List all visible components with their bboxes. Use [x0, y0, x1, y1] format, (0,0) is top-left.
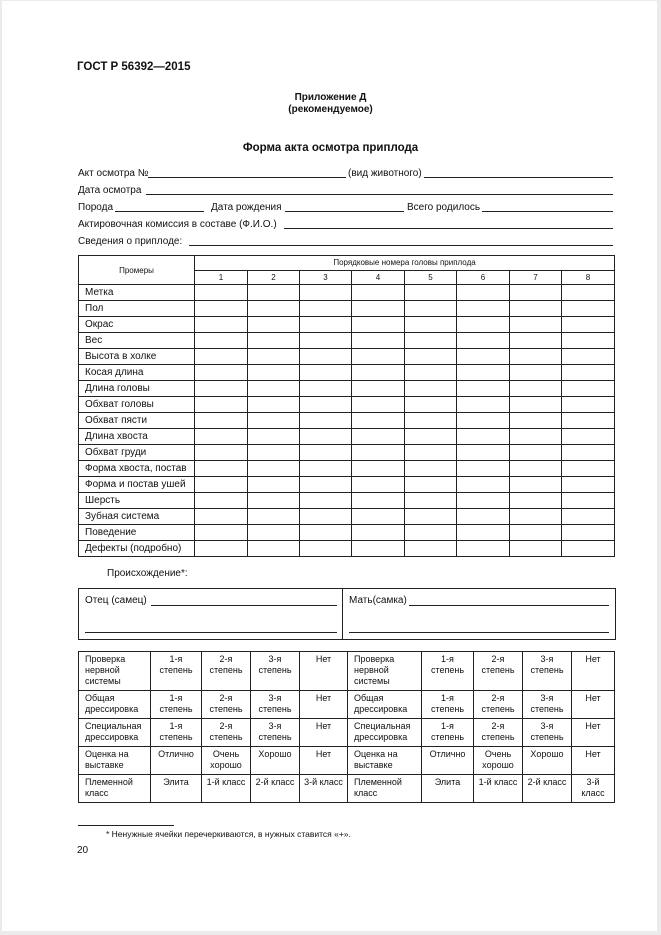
measurement-cell[interactable]	[248, 509, 300, 525]
measurement-cell[interactable]	[352, 541, 405, 557]
measurement-cell[interactable]	[457, 285, 510, 301]
assessment-row	[79, 747, 615, 775]
head-numbers-header: Порядковые номера головы приплода	[195, 256, 615, 271]
measurement-cell[interactable]	[300, 541, 352, 557]
measurement-cell[interactable]	[510, 445, 562, 461]
measurement-cell[interactable]	[457, 365, 510, 381]
head-number-4: 4	[352, 270, 405, 285]
measurement-cell[interactable]	[352, 461, 405, 477]
measurement-cell[interactable]	[248, 285, 300, 301]
measurement-cell[interactable]	[248, 525, 300, 541]
assessment-label-right: Оценка на выставке	[348, 747, 422, 775]
measurement-cell[interactable]	[195, 541, 248, 557]
measurement-cell[interactable]	[510, 429, 562, 445]
measurement-cell[interactable]	[562, 445, 615, 461]
assessment-label-right: Племенной класс	[348, 775, 422, 803]
measurement-cell[interactable]	[248, 349, 300, 365]
measurement-cell[interactable]	[248, 397, 300, 413]
origin-label: Происхождение*:	[107, 568, 188, 579]
measurement-cell[interactable]	[352, 285, 405, 301]
measurement-cell[interactable]	[405, 525, 457, 541]
measurement-row	[79, 349, 615, 365]
measurement-cell[interactable]	[457, 397, 510, 413]
inspection-date-field[interactable]	[146, 194, 613, 195]
measurement-cell[interactable]	[300, 333, 352, 349]
measurement-row	[79, 317, 615, 333]
appendix-title: Приложение Д	[294, 92, 367, 103]
measurement-label: Поведение	[79, 525, 195, 541]
measurement-cell[interactable]	[352, 413, 405, 429]
assessment-option-left[interactable]: 1-я степень	[151, 691, 202, 719]
measurement-cell[interactable]	[405, 493, 457, 509]
assessment-option-right[interactable]: Нет	[572, 747, 615, 775]
measurement-cell[interactable]	[300, 317, 352, 333]
assessment-option-right[interactable]: 2-й класс	[523, 775, 572, 803]
measurement-cell[interactable]	[405, 317, 457, 333]
assessment-label-right: Проверка нервной системы	[348, 652, 422, 691]
measurement-cell[interactable]	[300, 461, 352, 477]
measurement-cell[interactable]	[195, 397, 248, 413]
measurement-cell[interactable]	[405, 285, 457, 301]
measurement-cell[interactable]	[195, 461, 248, 477]
assessment-table	[78, 651, 615, 803]
measurement-cell[interactable]	[562, 285, 615, 301]
measurement-cell[interactable]	[300, 365, 352, 381]
measurement-cell[interactable]	[457, 301, 510, 317]
assessment-option-left[interactable]: 3-я степень	[251, 719, 300, 747]
measurement-cell[interactable]	[195, 525, 248, 541]
birth-date-label: Дата рождения	[211, 202, 282, 213]
measurement-cell[interactable]	[457, 477, 510, 493]
measurement-label: Зубная система	[79, 509, 195, 525]
measurement-cell[interactable]	[510, 365, 562, 381]
assessment-option-left[interactable]: 1-я степень	[151, 652, 202, 691]
measurement-cell[interactable]	[562, 541, 615, 557]
measurement-cell[interactable]	[300, 413, 352, 429]
assessment-option-right[interactable]: Элита	[422, 775, 474, 803]
measurement-cell[interactable]	[195, 301, 248, 317]
assessment-option-right[interactable]: Очень хорошо	[474, 747, 523, 775]
measurement-label: Форма и постав ушей	[79, 477, 195, 493]
measurement-cell[interactable]	[405, 541, 457, 557]
assessment-label-left: Проверка нервной системы	[79, 652, 151, 691]
measurement-cell[interactable]	[562, 349, 615, 365]
assessment-option-right[interactable]: 3-я степень	[523, 691, 572, 719]
assessment-option-right[interactable]: 1-я степень	[422, 652, 474, 691]
head-number-5: 5	[405, 270, 457, 285]
measurement-cell[interactable]	[562, 397, 615, 413]
measurement-cell[interactable]	[457, 317, 510, 333]
assessment-option-left[interactable]: Элита	[151, 775, 202, 803]
measurement-cell[interactable]	[248, 381, 300, 397]
assessment-option-left[interactable]: Нет	[300, 747, 348, 775]
assessment-option-left[interactable]: 1-я степень	[151, 719, 202, 747]
measurement-cell[interactable]	[248, 317, 300, 333]
assessment-row	[79, 775, 615, 803]
assessment-option-right[interactable]: 3-я степень	[523, 652, 572, 691]
parents-box	[78, 588, 616, 640]
measurement-row	[79, 397, 615, 413]
measurement-cell[interactable]	[352, 301, 405, 317]
assessment-option-right[interactable]: Нет	[572, 719, 615, 747]
measurements-column-header: Промеры	[79, 256, 195, 285]
measurement-cell[interactable]	[562, 301, 615, 317]
measurement-cell[interactable]	[300, 509, 352, 525]
measurement-cell[interactable]	[248, 301, 300, 317]
measurement-cell[interactable]	[405, 445, 457, 461]
assessment-option-left[interactable]: 1-й класс	[202, 775, 251, 803]
measurement-cell[interactable]	[352, 509, 405, 525]
measurement-cell[interactable]	[248, 333, 300, 349]
measurement-cell[interactable]	[248, 541, 300, 557]
measurement-cell[interactable]	[195, 365, 248, 381]
measurement-cell[interactable]	[457, 509, 510, 525]
assessment-option-left[interactable]: 2-я степень	[202, 719, 251, 747]
measurement-cell[interactable]	[248, 413, 300, 429]
measurement-cell[interactable]	[195, 381, 248, 397]
act-number-field[interactable]	[148, 177, 346, 178]
measurement-cell[interactable]	[457, 461, 510, 477]
measurement-label: Окрас	[79, 317, 195, 333]
measurement-cell[interactable]	[562, 381, 615, 397]
measurement-label: Высота в холке	[79, 349, 195, 365]
measurement-cell[interactable]	[248, 493, 300, 509]
measurement-cell[interactable]	[510, 541, 562, 557]
measurement-cell[interactable]	[405, 333, 457, 349]
measurement-cell[interactable]	[457, 541, 510, 557]
measurement-cell[interactable]	[195, 509, 248, 525]
measurement-label: Метка	[79, 285, 195, 301]
assessment-option-right[interactable]: Нет	[572, 691, 615, 719]
head-number-7: 7	[510, 270, 562, 285]
measurement-label: Обхват головы	[79, 397, 195, 413]
measurement-cell[interactable]	[510, 461, 562, 477]
measurement-cell[interactable]	[248, 365, 300, 381]
assessment-option-right[interactable]: 3-я степень	[523, 719, 572, 747]
measurement-cell[interactable]	[352, 365, 405, 381]
measurement-label: Косая длина	[79, 365, 195, 381]
measurement-label: Обхват груди	[79, 445, 195, 461]
measurement-cell[interactable]	[352, 333, 405, 349]
offspring-info-label: Сведения о приплоде:	[78, 236, 183, 247]
measurement-cell[interactable]	[352, 493, 405, 509]
measurement-cell[interactable]	[195, 317, 248, 333]
father-field-line-2[interactable]	[85, 632, 337, 633]
measurement-cell[interactable]	[352, 445, 405, 461]
assessment-row	[79, 719, 615, 747]
measurement-cell[interactable]	[195, 349, 248, 365]
measurement-row	[79, 493, 615, 509]
measurement-cell[interactable]	[457, 349, 510, 365]
assessment-row	[79, 652, 615, 691]
measurement-cell[interactable]	[562, 429, 615, 445]
head-number-2: 2	[248, 270, 300, 285]
assessment-option-left[interactable]: 3-й класс	[300, 775, 348, 803]
assessment-label-right: Специальная дрессировка	[348, 719, 422, 747]
assessment-option-right[interactable]: Нет	[572, 652, 615, 691]
measurement-label: Пол	[79, 301, 195, 317]
measurement-cell[interactable]	[457, 413, 510, 429]
measurement-label: Обхват пясти	[79, 413, 195, 429]
assessment-option-right[interactable]: Отлично	[422, 747, 474, 775]
act-number-label: Акт осмотра №	[78, 168, 149, 179]
measurement-cell[interactable]	[405, 413, 457, 429]
measurement-cell[interactable]	[457, 445, 510, 461]
measurement-label: Форма хвоста, постав	[79, 461, 195, 477]
measurement-cell[interactable]	[300, 349, 352, 365]
birth-date-field[interactable]	[285, 211, 404, 212]
measurement-cell[interactable]	[195, 413, 248, 429]
measurement-cell[interactable]	[562, 365, 615, 381]
mother-field-line-2[interactable]	[349, 632, 609, 633]
measurement-row	[79, 381, 615, 397]
measurement-cell[interactable]	[562, 413, 615, 429]
measurement-cell[interactable]	[248, 477, 300, 493]
measurement-cell[interactable]	[405, 397, 457, 413]
measurement-cell[interactable]	[248, 461, 300, 477]
head-number-3: 3	[300, 270, 352, 285]
assessment-option-right[interactable]: 1-я степень	[422, 719, 474, 747]
measurement-cell[interactable]	[510, 477, 562, 493]
measurement-cell[interactable]	[195, 445, 248, 461]
measurement-cell[interactable]	[562, 477, 615, 493]
mother-label: Мать(самка)	[349, 595, 407, 606]
measurement-cell[interactable]	[562, 509, 615, 525]
measurement-row	[79, 461, 615, 477]
measurement-cell[interactable]	[300, 477, 352, 493]
assessment-option-right[interactable]: 1-я степень	[422, 691, 474, 719]
assessment-option-left[interactable]: Нет	[300, 719, 348, 747]
measurement-label: Дефекты (подробно)	[79, 541, 195, 557]
assessment-option-left[interactable]: Хорошо	[251, 747, 300, 775]
measurement-cell[interactable]	[300, 429, 352, 445]
measurement-cell[interactable]	[195, 429, 248, 445]
measurement-row	[79, 541, 615, 557]
mother-field-line-1[interactable]	[409, 605, 609, 606]
born-total-field[interactable]	[482, 211, 613, 212]
measurement-cell[interactable]	[562, 461, 615, 477]
measurement-cell[interactable]	[510, 493, 562, 509]
measurement-cell[interactable]	[457, 333, 510, 349]
measurement-cell[interactable]	[405, 365, 457, 381]
assessment-option-left[interactable]: 3-я степень	[251, 691, 300, 719]
measurement-row	[79, 301, 615, 317]
measurement-cell[interactable]	[510, 317, 562, 333]
assessment-label-left: Общая дрессировка	[79, 691, 151, 719]
measurement-row	[79, 509, 615, 525]
measurement-cell[interactable]	[405, 477, 457, 493]
measurement-label: Вес	[79, 333, 195, 349]
parents-divider	[342, 589, 343, 639]
measurement-cell[interactable]	[352, 381, 405, 397]
measurement-cell[interactable]	[248, 445, 300, 461]
measurement-cell[interactable]	[248, 429, 300, 445]
page-number: 20	[77, 845, 89, 856]
measurement-cell[interactable]	[457, 429, 510, 445]
commission-label: Актировочная комиссия в составе (Ф.И.О.)	[78, 219, 277, 230]
measurement-cell[interactable]	[405, 349, 457, 365]
measurement-cell[interactable]	[300, 397, 352, 413]
assessment-label-left: Специальная дрессировка	[79, 719, 151, 747]
measurement-row	[79, 429, 615, 445]
assessment-row	[79, 691, 615, 719]
measurement-cell[interactable]	[195, 285, 248, 301]
measurement-cell[interactable]	[300, 301, 352, 317]
measurement-cell[interactable]	[457, 525, 510, 541]
measurement-cell[interactable]	[195, 493, 248, 509]
father-field-line-1[interactable]	[151, 605, 337, 606]
measurement-cell[interactable]	[510, 381, 562, 397]
footnote-separator	[78, 825, 174, 826]
measurement-cell[interactable]	[300, 493, 352, 509]
footnote: * Ненужные ячейки перечеркиваются, в нужных ставится «+».	[106, 829, 351, 839]
measurement-cell[interactable]	[510, 285, 562, 301]
measurement-cell[interactable]	[457, 381, 510, 397]
measurement-cell[interactable]	[405, 461, 457, 477]
measurement-cell[interactable]	[562, 493, 615, 509]
breed-label: Порода	[78, 202, 114, 213]
assessment-option-left[interactable]: 2-я степень	[202, 691, 251, 719]
head-number-1: 1	[195, 270, 248, 285]
measurement-label: Длина хвоста	[79, 429, 195, 445]
inspection-date-label: Дата осмотра	[78, 185, 142, 196]
measurement-cell[interactable]	[405, 509, 457, 525]
father-label: Отец (самец)	[85, 595, 147, 606]
measurement-label: Длина головы	[79, 381, 195, 397]
measurement-cell[interactable]	[195, 477, 248, 493]
head-number-6: 6	[457, 270, 510, 285]
measurement-cell[interactable]	[352, 397, 405, 413]
measurement-row	[79, 413, 615, 429]
measurement-cell[interactable]	[352, 477, 405, 493]
measurement-cell[interactable]	[352, 317, 405, 333]
measurement-cell[interactable]	[457, 493, 510, 509]
assessment-label-left: Оценка на выставке	[79, 747, 151, 775]
measurement-row	[79, 333, 615, 349]
measurement-cell[interactable]	[300, 445, 352, 461]
assessment-option-left[interactable]: 2-й класс	[251, 775, 300, 803]
measurement-cell[interactable]	[352, 429, 405, 445]
measurement-row	[79, 445, 615, 461]
measurement-cell[interactable]	[405, 301, 457, 317]
measurement-cell[interactable]	[352, 349, 405, 365]
assessment-option-left[interactable]: Нет	[300, 652, 348, 691]
measurement-cell[interactable]	[300, 285, 352, 301]
born-total-label: Всего родилось	[407, 202, 481, 213]
assessment-option-right[interactable]: 1-й класс	[474, 775, 523, 803]
assessment-option-right[interactable]: 2-я степень	[474, 691, 523, 719]
species-label: (вид животного)	[348, 168, 422, 179]
measurement-cell[interactable]	[405, 381, 457, 397]
appendix-note: (рекомендуемое)	[288, 104, 373, 115]
assessment-option-left[interactable]: 3-я степень	[251, 652, 300, 691]
assessment-option-right[interactable]: Хорошо	[523, 747, 572, 775]
measurement-cell[interactable]	[510, 525, 562, 541]
measurement-row	[79, 525, 615, 541]
assessment-option-left[interactable]: Очень хорошо	[202, 747, 251, 775]
measurement-cell[interactable]	[510, 349, 562, 365]
measurement-cell[interactable]	[352, 525, 405, 541]
assessment-option-left[interactable]: Отлично	[151, 747, 202, 775]
species-field[interactable]	[424, 177, 613, 178]
form-title: Форма акта осмотра приплода	[242, 142, 419, 154]
measurement-cell[interactable]	[300, 525, 352, 541]
measurement-cell[interactable]	[510, 413, 562, 429]
measurement-cell[interactable]	[510, 301, 562, 317]
measurement-cell[interactable]	[510, 509, 562, 525]
measurement-cell[interactable]	[510, 333, 562, 349]
measurement-cell[interactable]	[562, 333, 615, 349]
standard-number: ГОСТ Р 56392—2015	[77, 61, 191, 73]
measurements-table	[78, 255, 615, 557]
measurement-cell[interactable]	[300, 381, 352, 397]
measurement-row	[79, 285, 615, 301]
assessment-option-left[interactable]: Нет	[300, 691, 348, 719]
measurement-row	[79, 365, 615, 381]
measurement-label: Шерсть	[79, 493, 195, 509]
assessment-option-right[interactable]: 2-я степень	[474, 719, 523, 747]
assessment-option-right[interactable]: 3-й класс	[572, 775, 615, 803]
measurement-cell[interactable]	[562, 525, 615, 541]
commission-field[interactable]	[284, 228, 613, 229]
measurement-cell[interactable]	[510, 397, 562, 413]
assessment-option-left[interactable]: 2-я степень	[202, 652, 251, 691]
assessment-label-right: Общая дрессировка	[348, 691, 422, 719]
assessment-option-right[interactable]: 2-я степень	[474, 652, 523, 691]
measurement-cell[interactable]	[405, 429, 457, 445]
head-number-8: 8	[562, 270, 615, 285]
offspring-info-field[interactable]	[189, 245, 613, 246]
measurement-cell[interactable]	[562, 317, 615, 333]
measurement-row	[79, 477, 615, 493]
breed-field[interactable]	[115, 211, 204, 212]
measurement-cell[interactable]	[195, 333, 248, 349]
assessment-label-left: Племенной класс	[79, 775, 151, 803]
